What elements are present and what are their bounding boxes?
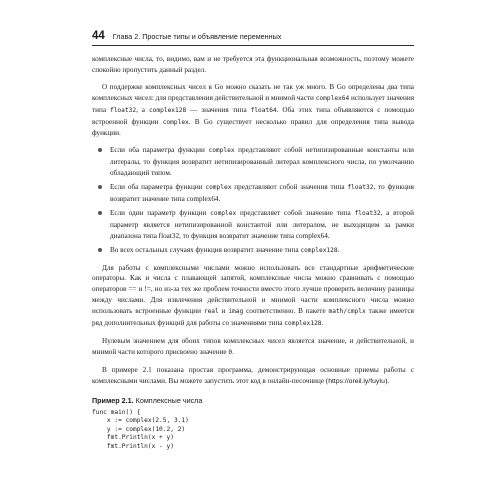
bullet-icon [98, 248, 102, 252]
example-label: Пример 2.1. [92, 395, 134, 405]
chapter-title: Глава 2. Простые типы и объявление переменных [112, 32, 282, 41]
example-title: Комплексные числа [135, 395, 203, 405]
rules-list [92, 145, 414, 256]
page-number: 44 [92, 30, 105, 42]
paragraph-example-intro: В примере 2.1 показана простая программа, демонстрирующая основные приемы работы с комплексными числами. Вы можете запустить этот код в онлайн-песочнице (https://oreil.ly/fuyIu). [92, 365, 414, 385]
paragraph-operators: Для работы с комплексными числами можно использовать все стандартные арифметические операторы. Как и числа с плавающей запятой, комплексные числа можно сравнивать с помощью операторов == и !=, но из-за тех же проблем точности вместо этого лучше проверить величину разницы между числами. Для извлечения действительной и мнимой части комплексного числа можно использовать встроенные функции real и imag соответственно. В пакете math/cmplx также имеется ряд дополнительных функций для работы со значениями типа complex128. [92, 263, 414, 328]
paragraph-zero-value: Нулевым значением для обоих типов комплексных чисел является значение, и действительной, и мнимой части которого присвоено значение 0. [92, 336, 414, 356]
paragraph-complex-types: О поддержке комплексных чисел в Go можно сказать не так уж много. В Go определены два типа комплексных чисел: для представления действительной и мнимой части complex64 использует значения типа float32, а complex128 — значения типа float64. Оба этих типа объявляются с помощью встроенной функции complex. В Go существует несколько правил для определения типа вывода функции. [92, 82, 414, 138]
bullet-icon [98, 211, 102, 215]
bullet-icon [98, 148, 102, 152]
list-item: Если оба параметра функции complex представляют собой значения типа float32, то функция возвратит значение типа complex64. [92, 182, 414, 205]
list-item: Если оба параметра функции complex представляют собой нетипизированные константы или литералы, то функция возвратит нетипизированный литерал комплексного числа, по умолчанию обладающий типом. [92, 145, 414, 179]
list-item: Если один параметр функции complex представляет собой значение типа float32, а второй параметр является нетипизированной константой или литералом, не выходящим за рамки диапазона типа float32, то функция возвратит значение типа complex64. [92, 208, 414, 242]
example-caption [92, 396, 414, 405]
book-page [92, 30, 414, 452]
bullet-icon [98, 185, 102, 189]
code-listing: func main() { x := complex(2.5, 3.1) y := complex(10.2, 2) fmt.Println(x + y) fmt.Println(x - y) [92, 408, 189, 450]
list-item: Во всех остальных случаях функция возвратит значение типа complex128. [92, 245, 414, 257]
playground-link[interactable]: https://oreil.ly/fuyIu [328, 377, 385, 385]
paragraph-intro: комплексные числа, то, видимо, вам и не требуется эта функциональная возможность, поэтому можете спокойно пропустить данный раздел. [92, 55, 414, 74]
page-header [92, 30, 414, 46]
